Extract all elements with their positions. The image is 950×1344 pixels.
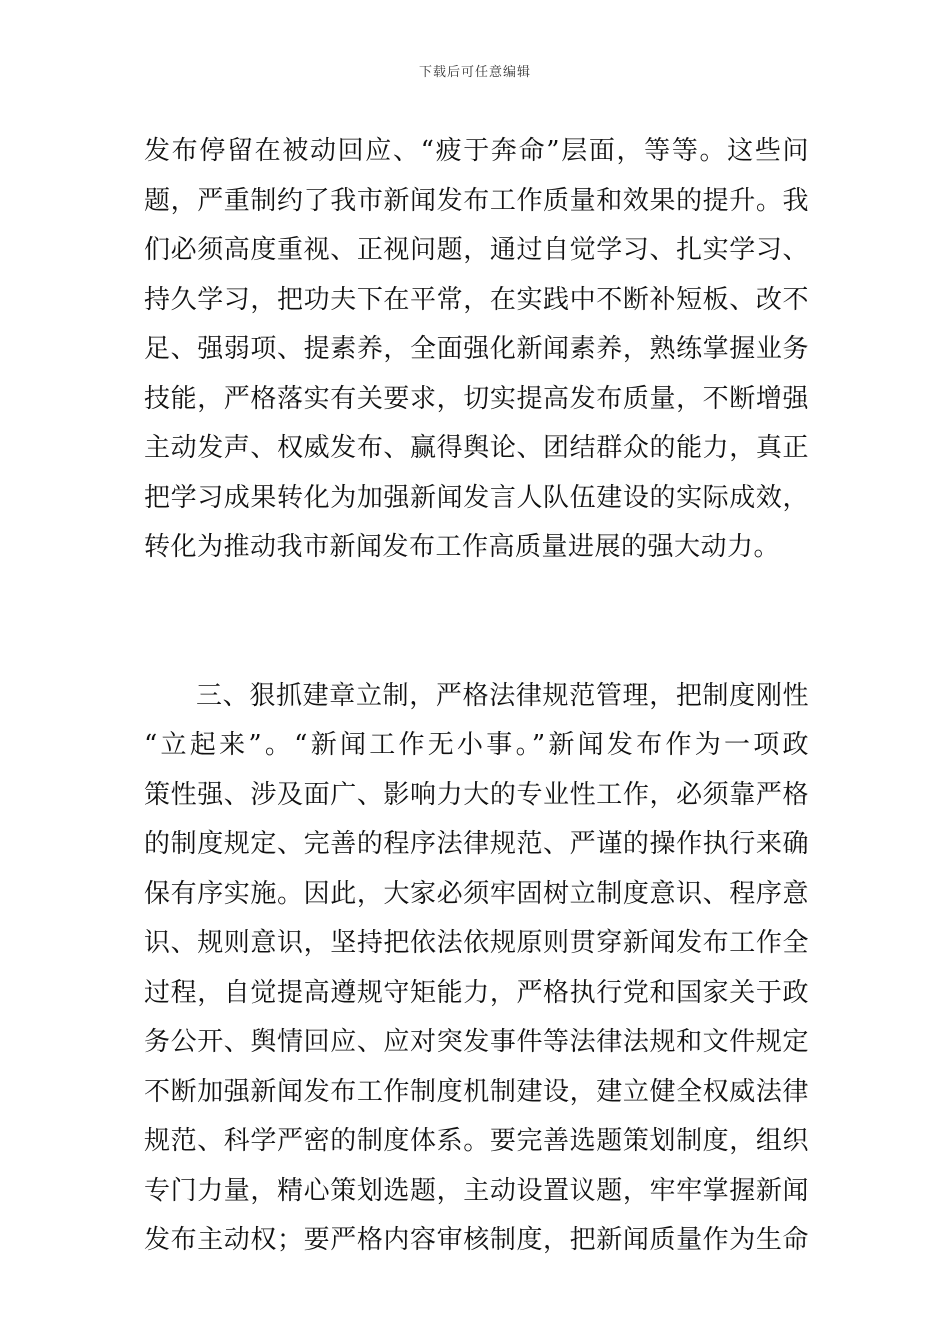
text-line: 识、规则意识，坚持把依法依规原则贯穿新闻发布工作全: [144, 928, 809, 958]
text-line: 主动发声、权威发布、赢得舆论、团结群众的能力，真正: [144, 433, 809, 463]
document-body: [144, 127, 809, 1266]
text-line: 过程，自觉提高遵规守矩能力，严格执行党和国家关于政: [144, 977, 809, 1008]
text-line: 的制度规定、完善的程序法律规范、严谨的操作执行来确: [144, 829, 809, 859]
text-line: 把学习成果转化为加强新闻发言人队伍建设的实际成效，: [144, 482, 809, 513]
paragraph-spacer: [144, 573, 809, 672]
text-line: 题，严重制约了我市新闻发布工作质量和效果的提升。我: [144, 185, 809, 216]
page-header: 下载后可任意编辑: [418, 65, 531, 80]
text-line: “立起来”。“新闻工作无小事。”新闻发布作为一项政: [144, 730, 809, 760]
text-line: 持久学习，把功夫下在平常，在实践中不断补短板、改不: [144, 284, 809, 315]
text-line: 足、强弱项、提素养，全面强化新闻素养，熟练掌握业务: [144, 334, 809, 364]
text-line: 技能，严格落实有关要求，切实提高发布质量，不断增强: [144, 383, 809, 414]
text-line: 们必须高度重视、正视问题，通过自觉学习、扎实学习、: [144, 235, 809, 265]
paragraph-2: [144, 672, 809, 1266]
text-line: 发布停留在被动回应、“疲于奔命”层面，等等。这些问: [144, 136, 809, 166]
text-line: 规范、科学严密的制度体系。要完善选题策划制度，组织: [144, 1126, 809, 1156]
text-line: 转化为推动我市新闻发布工作高质量进展的强大动力。: [144, 532, 781, 562]
text-line: 三、狠抓建章立制，严格法律规范管理，把制度刚性: [196, 680, 809, 711]
text-line: 保有序实施。因此，大家必须牢固树立制度意识、程序意: [144, 878, 809, 909]
text-line: 策性强、涉及面广、影响力大的专业性工作，必须靠严格: [144, 779, 809, 810]
text-line: 不断加强新闻发布工作制度机制建设，建立健全权威法律: [144, 1076, 809, 1107]
paragraph-1: [144, 127, 809, 573]
text-line: 务公开、舆情回应、应对突发事件等法律法规和文件规定: [144, 1027, 809, 1057]
text-line: 专门力量，精心策划选题，主动设置议题，牢牢掌握新闻: [144, 1175, 809, 1206]
text-line: 发布主动权；要严格内容审核制度，把新闻质量作为生命: [144, 1225, 809, 1255]
